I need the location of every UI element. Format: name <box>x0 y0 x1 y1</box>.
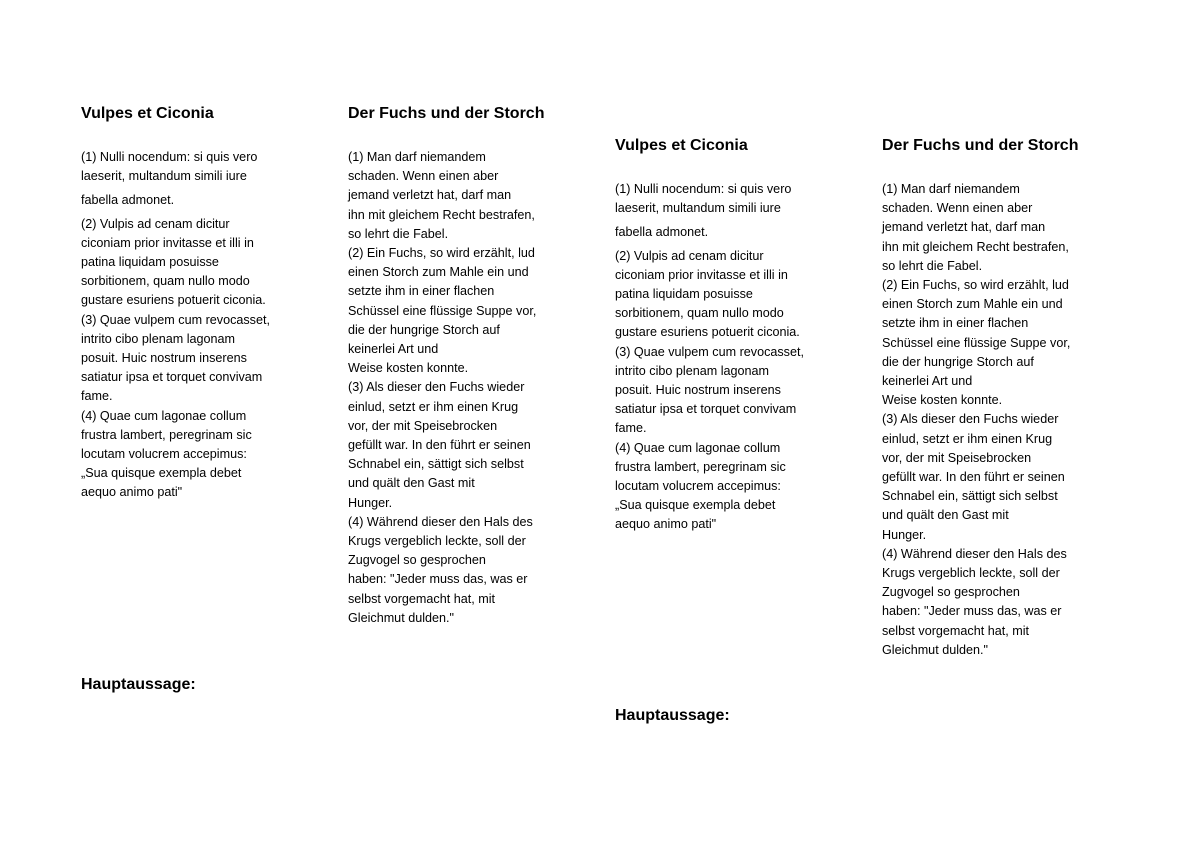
text-line: Schüssel eine flüssige Suppe vor, <box>882 335 1071 350</box>
text-line: (3) Als dieser den Fuchs wieder <box>882 412 1059 427</box>
text-line: (2) Vulpis ad cenam dicitur <box>81 216 230 231</box>
latin-paragraph-1-end <box>81 191 321 210</box>
text-line: posuit. Huic nostrum inserens <box>81 351 247 366</box>
hauptaussage-label: Hauptaussage: <box>81 676 196 693</box>
text-line: ciconiam prior invitasse et illi in <box>615 267 788 282</box>
text-line: (2) Vulpis ad cenam dicitur <box>615 248 764 263</box>
latin-paragraphs-2-4 <box>615 247 855 535</box>
text-line: satiatur ipsa et torquet convivam <box>81 370 263 385</box>
text-line: frustra lambert, peregrinam sic <box>615 459 786 474</box>
text-line: fabella admonet. <box>615 225 709 240</box>
text-line: gefüllt war. In den führt er seinen <box>348 438 531 453</box>
german-column-right <box>882 136 1122 660</box>
text-line: Weise kosten konnte. <box>348 361 469 376</box>
text-line: setzte ihm in einer flachen <box>882 316 1029 331</box>
text-line: (3) Als dieser den Fuchs wieder <box>348 380 525 395</box>
text-line: (2) Ein Fuchs, so wird erzählt, lud <box>348 246 535 261</box>
text-line: (1) Man darf niemandem <box>882 182 1020 196</box>
text-line: aequo animo pati" <box>81 485 183 500</box>
text-line: (4) Quae cum lagonae collum <box>81 408 247 423</box>
text-line: (2) Ein Fuchs, so wird erzählt, lud <box>882 278 1069 293</box>
text-line: haben: "Jeder muss das, was er <box>348 572 528 587</box>
text-line: patina liquidam posuisse <box>615 287 753 302</box>
text-line: ihn mit gleichem Recht bestrafen, <box>882 239 1069 254</box>
text-line: Zugvogel so gesprochen <box>348 553 486 568</box>
text-line: einlud, setzt er ihm einen Krug <box>882 431 1053 446</box>
german-title: Der Fuchs und der Storch <box>882 137 1079 154</box>
text-line: sorbitionem, quam nullo modo <box>81 274 250 289</box>
text-line: Hunger. <box>882 527 927 542</box>
text-line: „Sua quisque exempla debet <box>81 466 242 481</box>
text-line: einlud, setzt er ihm einen Krug <box>348 399 519 414</box>
text-line: einen Storch zum Mahle ein und <box>348 265 529 280</box>
text-line: Hunger. <box>348 495 393 510</box>
text-line: gefüllt war. In den führt er seinen <box>882 470 1065 485</box>
text-line: ciconiam prior invitasse et illi in <box>81 235 254 250</box>
text-line: patina liquidam posuisse <box>81 255 219 270</box>
text-line: jemand verletzt hat, darf man <box>348 188 512 203</box>
text-line: selbst vorgemacht hat, mit <box>882 623 1029 638</box>
latin-paragraph-1 <box>81 148 321 186</box>
text-line: so lehrt die Fabel. <box>882 258 983 273</box>
text-line: (3) Quae vulpem cum revocasset, <box>81 312 270 327</box>
text-line: laeserit, multandum simili iure <box>615 201 781 216</box>
text-line: setzte ihm in einer flachen <box>348 284 495 299</box>
text-line: locutam volucrem accepimus: <box>615 479 781 494</box>
text-line: laeserit, multandum simili iure <box>81 169 247 184</box>
text-line: vor, der mit Speisebrocken <box>882 450 1032 465</box>
text-line: frustra lambert, peregrinam sic <box>81 427 252 442</box>
text-line: „Sua quisque exempla debet <box>615 498 776 513</box>
text-line: gustare esuriens potuerit ciconia. <box>81 293 266 308</box>
text-line: Weise kosten konnte. <box>882 393 1003 408</box>
text-line: intrito cibo plenam lagonam <box>81 331 236 346</box>
german-title: Der Fuchs und der Storch <box>348 105 545 122</box>
text-line: die der hungrige Storch auf <box>348 322 500 337</box>
latin-paragraph-1-end <box>615 223 855 242</box>
german-column-left <box>348 104 588 628</box>
text-line: locutam volucrem accepimus: <box>81 447 247 462</box>
text-line: Krugs vergeblich leckte, soll der <box>348 534 526 549</box>
text-line: jemand verletzt hat, darf man <box>882 220 1046 235</box>
text-line: (4) Quae cum lagonae collum <box>615 440 781 455</box>
text-line: schaden. Wenn einen aber <box>882 201 1033 216</box>
text-line: Krugs vergeblich leckte, soll der <box>882 566 1060 581</box>
text-line: selbst vorgemacht hat, mit <box>348 591 495 606</box>
latin-column-left <box>81 104 321 503</box>
text-line: keinerlei Art und <box>348 342 439 357</box>
text-line: (1) Nulli nocendum: si quis vero <box>81 150 258 164</box>
hauptaussage-right <box>615 706 730 726</box>
text-line: ihn mit gleichem Recht bestrafen, <box>348 207 535 222</box>
text-line: keinerlei Art und <box>882 374 973 389</box>
text-line: aequo animo pati" <box>615 517 717 532</box>
text-line: und quält den Gast mit <box>882 508 1009 523</box>
text-line: so lehrt die Fabel. <box>348 226 449 241</box>
hauptaussage-left <box>81 675 196 695</box>
text-line: fabella admonet. <box>81 193 175 208</box>
text-line: schaden. Wenn einen aber <box>348 169 499 184</box>
latin-paragraph-1 <box>615 180 855 218</box>
text-line: sorbitionem, quam nullo modo <box>615 306 784 321</box>
text-line: (4) Während dieser den Hals des <box>348 514 533 529</box>
text-line: posuit. Huic nostrum inserens <box>615 383 781 398</box>
text-line: haben: "Jeder muss das, was er <box>882 604 1062 619</box>
text-line: fame. <box>81 389 113 404</box>
hauptaussage-label: Hauptaussage: <box>615 707 730 724</box>
german-text <box>882 180 1122 660</box>
text-line: Schnabel ein, sättigt sich selbst <box>882 489 1058 504</box>
text-line: fame. <box>615 421 647 436</box>
text-line: satiatur ipsa et torquet convivam <box>615 402 797 417</box>
text-line: und quält den Gast mit <box>348 476 475 491</box>
text-line: Gleichmut dulden." <box>882 642 988 657</box>
text-line: Zugvogel so gesprochen <box>882 585 1020 600</box>
text-line: Gleichmut dulden." <box>348 610 454 625</box>
latin-title: Vulpes et Ciconia <box>81 105 214 122</box>
text-line: vor, der mit Speisebrocken <box>348 418 498 433</box>
latin-paragraphs-2-4 <box>81 215 321 503</box>
text-line: intrito cibo plenam lagonam <box>615 363 770 378</box>
text-line: (1) Man darf niemandem <box>348 150 486 164</box>
text-line: die der hungrige Storch auf <box>882 354 1034 369</box>
text-line: Schnabel ein, sättigt sich selbst <box>348 457 524 472</box>
german-text <box>348 148 588 628</box>
text-line: Schüssel eine flüssige Suppe vor, <box>348 303 537 318</box>
text-line: gustare esuriens potuerit ciconia. <box>615 325 800 340</box>
text-line: (1) Nulli nocendum: si quis vero <box>615 182 792 196</box>
latin-column-right <box>615 136 855 535</box>
text-line: einen Storch zum Mahle ein und <box>882 297 1063 312</box>
latin-title: Vulpes et Ciconia <box>615 137 748 154</box>
text-line: (3) Quae vulpem cum revocasset, <box>615 344 804 359</box>
text-line: (4) Während dieser den Hals des <box>882 546 1067 561</box>
